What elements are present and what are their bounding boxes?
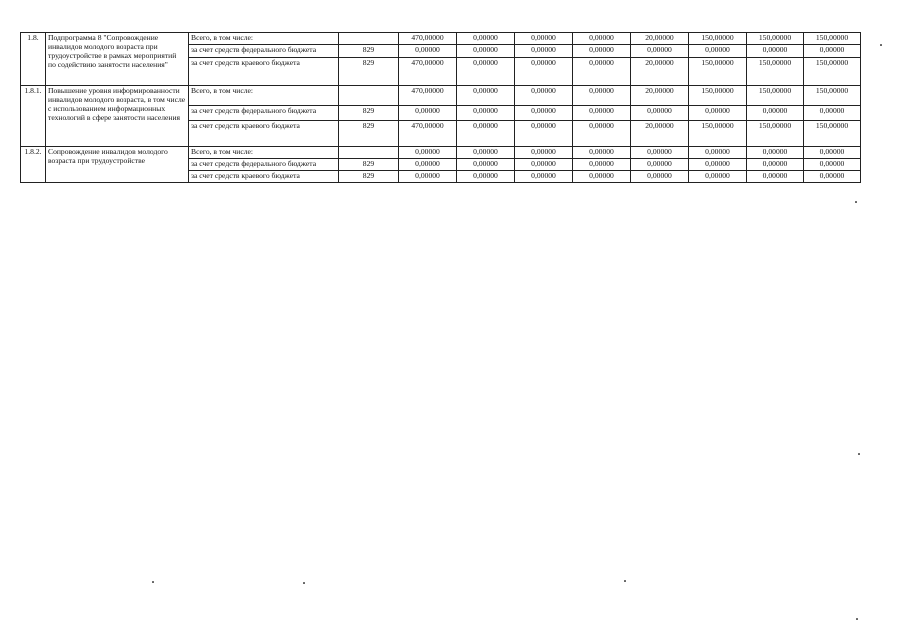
amount-cell: 150,00000 — [804, 86, 861, 106]
amount-cell: 0,00000 — [457, 171, 515, 183]
amount-cell: 0,00000 — [573, 45, 631, 58]
amount-cell: 0,00000 — [399, 147, 457, 159]
amount-cell: 0,00000 — [457, 121, 515, 147]
budget-code: 829 — [339, 171, 399, 183]
budget-code: 829 — [339, 121, 399, 147]
amount-cell: 0,00000 — [573, 58, 631, 86]
funding-source: за счет средств федерального бюджета — [189, 106, 339, 121]
amount-cell: 0,00000 — [399, 45, 457, 58]
amount-cell: 0,00000 — [747, 147, 804, 159]
amount-cell: 20,00000 — [631, 86, 689, 106]
table-row — [21, 33, 861, 45]
budget-code — [339, 33, 399, 45]
amount-cell: 0,00000 — [515, 171, 573, 183]
budget-code — [339, 86, 399, 106]
amount-cell: 150,00000 — [804, 58, 861, 86]
amount-cell: 0,00000 — [457, 86, 515, 106]
amount-cell: 0,00000 — [515, 45, 573, 58]
funding-source: за счет средств краевого бюджета — [189, 171, 339, 183]
scan-speck — [858, 453, 860, 455]
amount-cell: 0,00000 — [747, 106, 804, 121]
amount-cell: 150,00000 — [689, 86, 747, 106]
amount-cell: 0,00000 — [457, 45, 515, 58]
program-name: Сопровождение инвалидов молодого возраста при трудоустройстве — [46, 147, 189, 183]
amount-cell: 0,00000 — [457, 58, 515, 86]
amount-cell: 20,00000 — [631, 121, 689, 147]
amount-cell: 0,00000 — [804, 159, 861, 171]
amount-cell: 470,00000 — [399, 58, 457, 86]
funding-source: за счет средств краевого бюджета — [189, 58, 339, 86]
amount-cell: 0,00000 — [631, 106, 689, 121]
program-name: Повышение уровня информированности инвалидов молодого возраста, в том числе с использованием информационных технологий в сфере занятости населения — [46, 86, 189, 147]
budget-table — [20, 32, 861, 183]
table-row — [21, 86, 861, 106]
funding-source: Всего, в том числе: — [189, 86, 339, 106]
scan-speck — [880, 44, 882, 46]
budget-code: 829 — [339, 106, 399, 121]
amount-cell: 0,00000 — [399, 171, 457, 183]
scan-speck — [152, 581, 154, 583]
budget-code: 829 — [339, 159, 399, 171]
amount-cell: 0,00000 — [689, 171, 747, 183]
funding-source: Всего, в том числе: — [189, 33, 339, 45]
funding-source: Всего, в том числе: — [189, 147, 339, 159]
amount-cell: 150,00000 — [804, 121, 861, 147]
row-number: 1.8. — [21, 33, 46, 86]
amount-cell: 0,00000 — [747, 171, 804, 183]
amount-cell: 0,00000 — [573, 33, 631, 45]
amount-cell: 0,00000 — [573, 121, 631, 147]
amount-cell: 150,00000 — [689, 58, 747, 86]
funding-source: за счет средств краевого бюджета — [189, 121, 339, 147]
budget-code: 829 — [339, 45, 399, 58]
amount-cell: 0,00000 — [631, 171, 689, 183]
amount-cell: 0,00000 — [573, 147, 631, 159]
amount-cell: 150,00000 — [804, 33, 861, 45]
scan-speck — [856, 618, 858, 620]
amount-cell: 0,00000 — [457, 106, 515, 121]
amount-cell: 150,00000 — [747, 86, 804, 106]
amount-cell: 0,00000 — [747, 45, 804, 58]
amount-cell: 0,00000 — [573, 159, 631, 171]
amount-cell: 0,00000 — [515, 121, 573, 147]
amount-cell: 0,00000 — [689, 159, 747, 171]
amount-cell: 0,00000 — [747, 159, 804, 171]
scan-speck — [624, 580, 626, 582]
amount-cell: 0,00000 — [457, 159, 515, 171]
amount-cell: 470,00000 — [399, 121, 457, 147]
amount-cell: 0,00000 — [515, 58, 573, 86]
amount-cell: 150,00000 — [689, 33, 747, 45]
amount-cell: 0,00000 — [515, 159, 573, 171]
amount-cell: 0,00000 — [689, 45, 747, 58]
amount-cell: 0,00000 — [457, 33, 515, 45]
amount-cell: 0,00000 — [804, 147, 861, 159]
amount-cell: 0,00000 — [804, 171, 861, 183]
amount-cell: 0,00000 — [515, 106, 573, 121]
amount-cell: 0,00000 — [399, 159, 457, 171]
amount-cell: 0,00000 — [631, 159, 689, 171]
amount-cell: 150,00000 — [747, 58, 804, 86]
amount-cell: 0,00000 — [573, 106, 631, 121]
amount-cell: 0,00000 — [515, 33, 573, 45]
amount-cell: 20,00000 — [631, 58, 689, 86]
amount-cell: 0,00000 — [573, 171, 631, 183]
amount-cell: 0,00000 — [399, 106, 457, 121]
row-number: 1.8.2. — [21, 147, 46, 183]
amount-cell: 0,00000 — [515, 86, 573, 106]
amount-cell: 0,00000 — [804, 106, 861, 121]
program-name: Подпрограмма 8 "Сопровождение инвалидов молодого возраста при трудоустройстве в рамках мероприятий по содействию занятости населения" — [46, 33, 189, 86]
amount-cell: 150,00000 — [747, 33, 804, 45]
amount-cell: 150,00000 — [689, 121, 747, 147]
amount-cell: 0,00000 — [689, 147, 747, 159]
funding-source: за счет средств федерального бюджета — [189, 159, 339, 171]
amount-cell: 150,00000 — [747, 121, 804, 147]
scan-speck — [303, 582, 305, 584]
amount-cell: 0,00000 — [631, 45, 689, 58]
amount-cell: 0,00000 — [515, 147, 573, 159]
amount-cell: 0,00000 — [804, 45, 861, 58]
row-number: 1.8.1. — [21, 86, 46, 147]
funding-source: за счет средств федерального бюджета — [189, 45, 339, 58]
amount-cell: 0,00000 — [573, 86, 631, 106]
amount-cell: 0,00000 — [457, 147, 515, 159]
amount-cell: 0,00000 — [689, 106, 747, 121]
budget-code: 829 — [339, 58, 399, 86]
amount-cell: 470,00000 — [399, 33, 457, 45]
budget-code — [339, 147, 399, 159]
table-row — [21, 147, 861, 159]
amount-cell: 470,00000 — [399, 86, 457, 106]
scan-speck — [855, 201, 857, 203]
amount-cell: 20,00000 — [631, 33, 689, 45]
amount-cell: 0,00000 — [631, 147, 689, 159]
